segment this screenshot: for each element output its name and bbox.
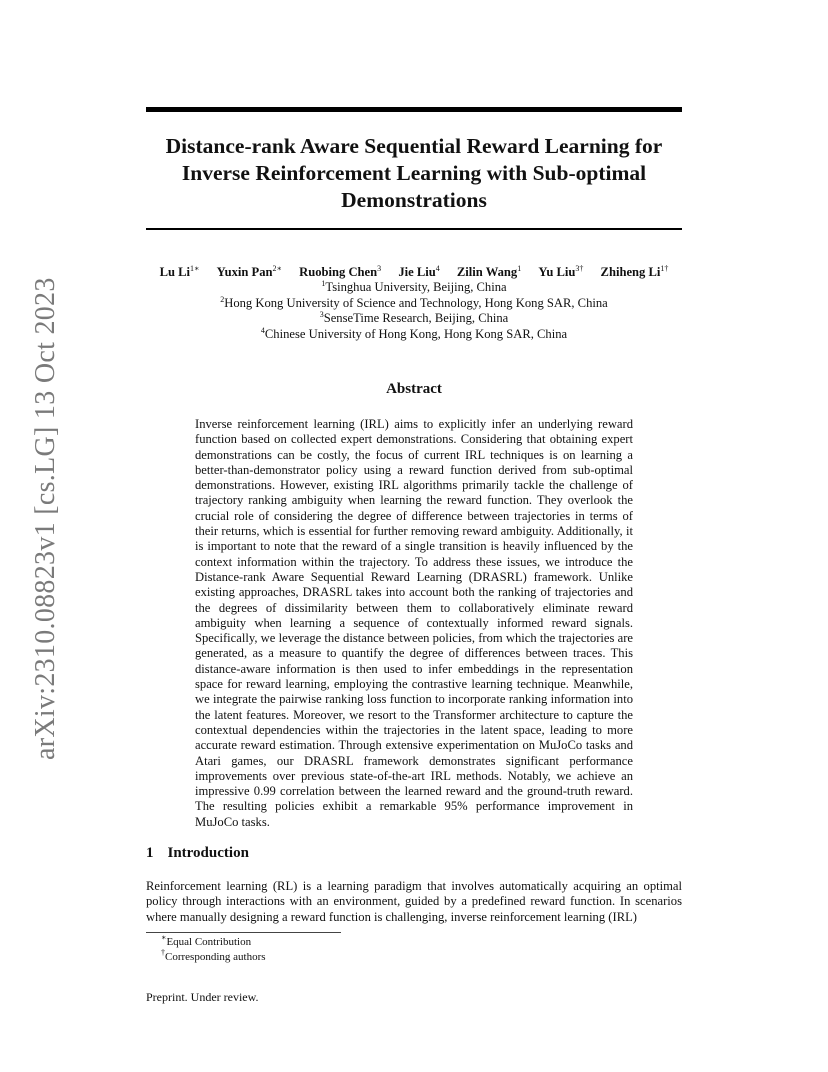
affiliation-text: Hong Kong University of Science and Technology, Hong Kong SAR, China xyxy=(224,295,608,310)
introduction-body: Reinforcement learning (RL) is a learning paradigm that involves automatically acquiring an optimal policy through interactions with an environment, guided by a predefined reward function. In scenarios where manually designing a reward function is challenging, inverse reinforcement learning (IRL) xyxy=(146,879,682,924)
affiliation xyxy=(120,327,708,343)
footnote-rule xyxy=(146,932,341,933)
footnote-mark: ∗ xyxy=(161,933,167,942)
author xyxy=(299,265,381,279)
arxiv-stamp: arXiv:2310.08823v1 [cs.LG] 13 Oct 2023 xyxy=(30,277,61,760)
title-line: Inverse Reinforcement Learning with Sub-optimal xyxy=(181,161,647,185)
author-name: Yu Liu xyxy=(538,265,576,279)
author-mark: 2∗ xyxy=(272,264,282,273)
affiliation xyxy=(120,311,708,327)
title-rule-bottom xyxy=(146,228,682,230)
author xyxy=(398,265,439,279)
footnote-text: Equal Contribution xyxy=(166,936,252,948)
affiliation-mark: 1 xyxy=(321,279,326,288)
author-mark: 1∗ xyxy=(190,264,200,273)
footnote-text: Corresponding authors xyxy=(165,951,266,963)
footnote xyxy=(161,950,266,965)
affiliation-text: SenseTime Research, Beijing, China xyxy=(323,311,509,326)
author xyxy=(160,265,200,279)
footnote-mark: † xyxy=(161,948,165,957)
author-mark: 3 xyxy=(377,264,382,273)
affiliation xyxy=(120,280,708,296)
title-line: Distance-rank Aware Sequential Reward Learning for xyxy=(165,134,663,158)
paper-title xyxy=(120,133,708,214)
author-name: Jie Liu xyxy=(398,265,436,279)
affiliation-text: Chinese University of Hong Kong, Hong Kong SAR, China xyxy=(264,326,568,341)
author-name: Zilin Wang xyxy=(456,265,518,279)
author-name: Zhiheng Li xyxy=(600,265,661,279)
abstract-body: Inverse reinforcement learning (IRL) aims to explicitly infer an underlying reward function based on collected expert demonstrations. Considering that obtaining expert demonstrations can be costly, the focus of current IRL techniques is on learning a better-than-demonstrator policy using a reward function derived from sub-optimal demonstrations. However, existing IRL algorithms primarily tackle the challenge of trajectory ranking ambiguity when learning the reward function. They overlook the crucial role of considering the degree of difference between trajectories in terms of their returns, which is essential for further removing reward ambiguity. Additionally, it is important to note that the reward of a single transition is heavily influenced by the context information within the trajectory. To address these issues, we introduce the Distance-rank Aware Sequential Reward Learning (DRASRL) framework. Unlike existing approaches, DRASRL takes into account both the ranking of trajectories and the degrees of dissimilarity between them to collaboratively eliminate reward ambiguity when learning a sequence of contextually informed reward signals. Specifically, we leverage the distance between policies, from which the trajectories are generated, as a measure to quantify the degree of differences between traces. This distance-aware information is then used to infer embeddings in the representation space for reward learning, employing the contrastive learning technique. Meanwhile, we integrate the pairwise ranking loss function to incorporate ranking information into the latent features. Moreover, we resort to the Transformer architecture to capture the contextual dependencies within the trajectories in the latent space, leading to more accurate reward estimation. Through extensive experimentation on MuJoCo tasks and Atari games, our DRASRL framework demonstrates significant performance improvements over previous state-of-the-art IRL methods. Notably, we achieve an impressive 0.99 correlation between the learned reward and the ground-truth reward. The resulting policies exhibit a remarkable 95% performance improvement in MuJoCo tasks. xyxy=(195,417,633,829)
author-mark: 3† xyxy=(575,264,584,273)
author xyxy=(457,265,521,279)
author-mark: 1† xyxy=(660,264,669,273)
author xyxy=(217,265,282,279)
author-name: Yuxin Pan xyxy=(216,265,273,279)
affiliation-mark: 4 xyxy=(260,325,265,335)
section-number: 1 xyxy=(146,845,154,861)
author-name: Lu Li xyxy=(159,265,191,279)
author-mark: 4 xyxy=(435,264,440,273)
footnote xyxy=(161,935,266,950)
title-rule-top xyxy=(146,107,682,112)
affiliation-mark: 3 xyxy=(319,310,324,320)
affiliation-mark: 2 xyxy=(220,294,225,304)
preprint-footer: Preprint. Under review. xyxy=(146,990,259,1004)
affiliation xyxy=(120,296,708,312)
section-heading-introduction xyxy=(146,845,249,862)
author-list xyxy=(120,264,708,280)
abstract-heading: Abstract xyxy=(386,381,442,397)
affiliation-text: Tsinghua University, Beijing, China xyxy=(325,280,507,294)
author xyxy=(601,265,669,279)
author xyxy=(538,265,583,279)
footnotes xyxy=(161,935,266,965)
author-name: Ruobing Chen xyxy=(299,265,378,279)
author-mark: 1 xyxy=(517,264,522,273)
section-title: Introduction xyxy=(167,845,249,861)
affiliation-list xyxy=(120,280,708,342)
title-line: Demonstrations xyxy=(341,188,487,212)
